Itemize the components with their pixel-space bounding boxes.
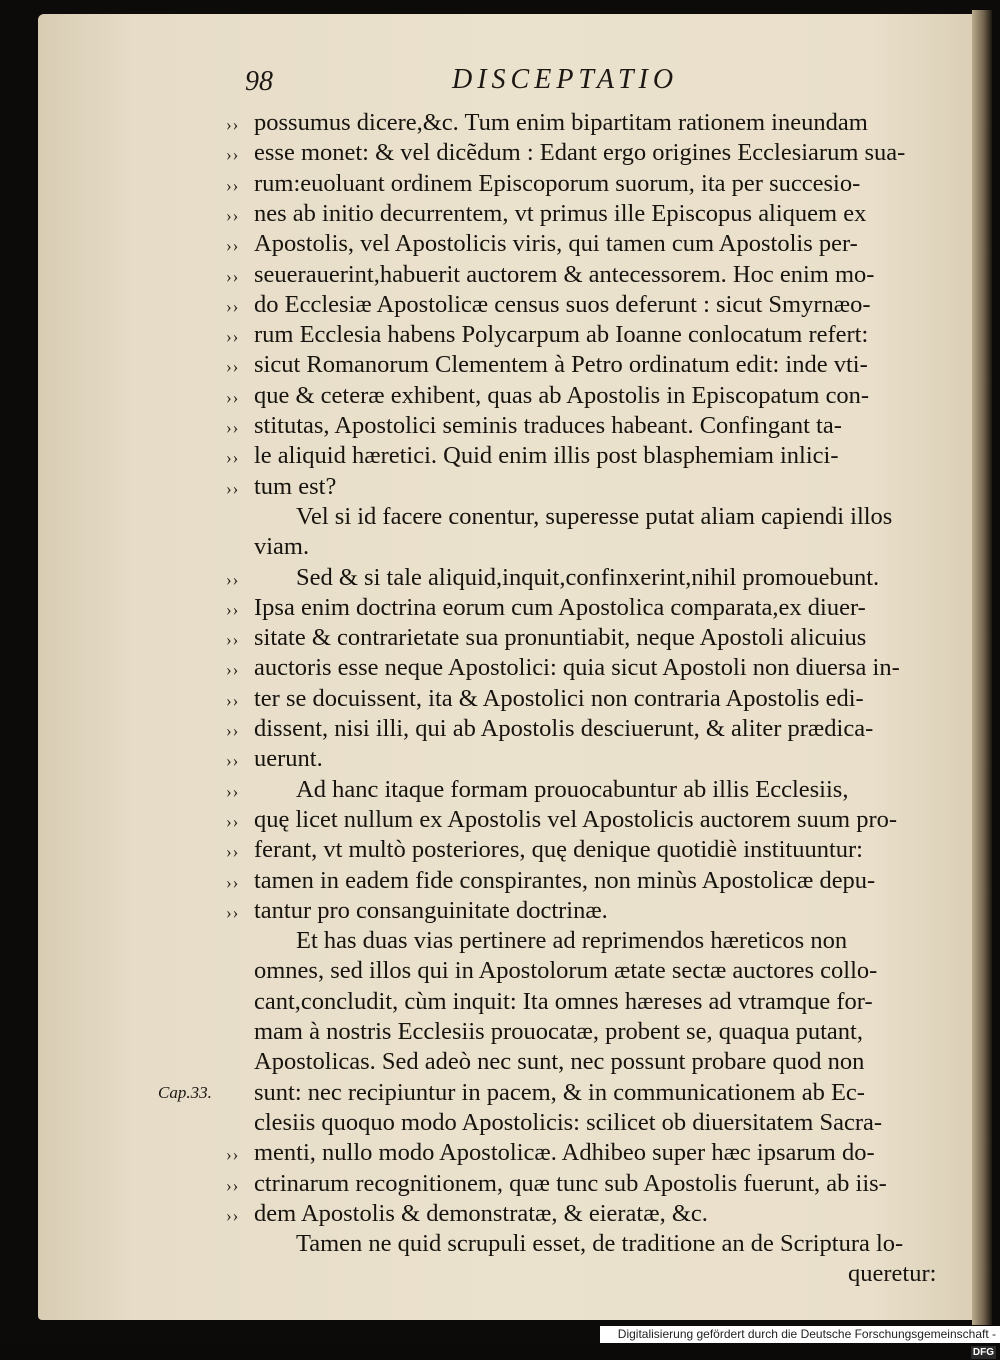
footer-text: Digitalisierung gefördert durch die Deutsche Forschungsgemeinschaft -	[617, 1327, 996, 1341]
line-text: dissent, nisi illi, qui ab Apostolis desciuerunt, & aliter prædica-	[254, 715, 874, 742]
line-text: Apostolicas. Sed adeò nec sunt, nec possunt probare quod non	[254, 1048, 865, 1076]
line-text: Sed & si tale aliquid,inquit,confinxerint,nihil promouebunt.	[296, 563, 880, 591]
marginal-quote-mark: ››	[226, 327, 240, 347]
text-line	[226, 440, 839, 472]
text-line	[226, 289, 871, 321]
marginal-quote-mark: ››	[226, 811, 240, 831]
line-text: que & ceteræ exhibent, quas ab Apostolis in Episcopatum con-	[254, 381, 870, 409]
line-text: quę licet nullum ex Apostolis vel Apostolicis auctorem suum pro-	[254, 805, 898, 833]
text-line	[226, 137, 905, 169]
text-line	[226, 562, 879, 594]
line-text: ferant, vt multò posteriores, quę denique quotidiè instituuntur:	[254, 836, 863, 864]
text-line	[226, 652, 900, 684]
text-line	[254, 501, 892, 533]
line-text: viam.	[254, 533, 310, 561]
text-line	[226, 349, 868, 381]
text-line	[226, 713, 873, 745]
text-line	[226, 471, 336, 503]
running-title: DISCEPTATIO	[452, 64, 679, 95]
text-line	[226, 410, 842, 442]
line-text: queretur:	[848, 1260, 937, 1288]
line-text: rum Ecclesia habens Polycarpum ab Ioanne conlocatum refert:	[254, 321, 869, 349]
line-text: clesiis quoquo modo Apostolicis: scilicet ob diuersitatem Sacra-	[254, 1108, 883, 1136]
text-line	[254, 986, 873, 1018]
marginal-quote-mark: ››	[226, 266, 240, 286]
line-text: Ad hanc itaque formam prouocabuntur ab illis Ecclesiis,	[296, 775, 849, 803]
marginal-quote-mark: ››	[226, 751, 240, 771]
text-line	[226, 683, 864, 715]
text-line	[226, 1198, 708, 1230]
page-edge-shadow	[972, 10, 992, 1325]
marginal-quote-mark: ››	[226, 448, 240, 468]
line-text: Vel si id facere conentur, superesse putat aliam capiendi illos	[296, 502, 893, 530]
text-line	[254, 1046, 864, 1078]
digitization-footer	[600, 1326, 1000, 1358]
text-line	[254, 925, 847, 957]
text-line	[226, 774, 848, 806]
line-text: esse monet: & vel dicẽdum : Edant ergo origines Ecclesiarum sua-	[254, 139, 906, 167]
text-line	[226, 622, 866, 654]
line-text: Et has duas vias pertinere ad reprimendos hæreticos non	[296, 927, 848, 955]
text-line	[848, 1258, 936, 1290]
text-line	[226, 895, 608, 927]
text-line	[226, 259, 874, 291]
line-text: Ipsa enim doctrina eorum cum Apostolica comparata,ex diuer-	[254, 593, 866, 621]
line-text: sunt: nec recipiuntur in pacem, & in communicationem ab Ec-	[254, 1078, 865, 1106]
line-text: possumus dicere,&c. Tum enim bipartitam rationem ineundam	[254, 109, 868, 136]
text-line	[226, 198, 866, 230]
text-line	[254, 1228, 903, 1260]
marginal-quote-mark: ››	[226, 115, 240, 134]
marginal-quote-mark: ››	[226, 357, 240, 377]
marginal-quote-mark: ››	[226, 1145, 240, 1165]
line-text: omnes, sed illos qui in Apostolorum ætate sectæ auctores collo-	[254, 957, 878, 985]
marginal-quote-mark: ››	[226, 418, 240, 437]
text-line	[226, 592, 866, 624]
line-text: stitutas, Apostolici seminis traduces habeant. Confingant ta-	[254, 412, 842, 439]
marginal-quote-mark: ››	[226, 872, 240, 892]
line-text: le aliquid hæretici. Quid enim illis post blasphemiam inlici-	[254, 442, 839, 470]
line-text: rum:euoluant ordinem Episcoporum suorum, ita per succesio-	[254, 169, 861, 197]
marginal-quote-mark: ››	[226, 569, 240, 589]
marginal-quote-mark: ››	[226, 660, 240, 680]
marginal-note: Cap.33.	[158, 1083, 212, 1102]
text-line	[254, 1107, 882, 1139]
marginal-quote-mark: ››	[226, 478, 240, 498]
line-text: mam à nostris Ecclesiis prouocatæ, probent se, quaqua putant,	[254, 1018, 863, 1045]
marginal-quote-mark: ››	[226, 236, 240, 256]
line-text: sitate & contrarietate sua pronuntiabit, neque Apostoli alicuius	[254, 624, 867, 652]
marginal-quote-mark: ››	[226, 1175, 240, 1195]
line-text: ter se docuissent, ita & Apostolici non contraria Apostolis edi-	[254, 684, 864, 712]
marginal-quote-mark: ››	[226, 690, 240, 710]
line-text: cant,concludit, cùm inquit: Ita omnes hæreses ad vtramque for-	[254, 987, 873, 1015]
line-text: seuerauerint,habuerit auctorem & antecessorem. Hoc enim mo-	[254, 260, 875, 288]
text-line	[226, 107, 868, 139]
text-line	[226, 1137, 875, 1169]
line-text: tum est?	[254, 472, 337, 500]
marginal-quote-mark: ››	[226, 781, 240, 801]
text-line	[226, 865, 875, 897]
page-number: 98	[245, 66, 273, 97]
marginal-quote-mark: ››	[226, 902, 240, 922]
line-text: dem Apostolis & demonstratæ, & eieratæ, &c.	[254, 1199, 708, 1227]
text-line	[254, 1077, 865, 1109]
text-line	[226, 380, 869, 412]
line-text: sicut Romanorum Clementem à Petro ordinatum edit: inde vti-	[254, 351, 868, 379]
text-line	[226, 228, 858, 260]
marginal-quote-mark: ››	[226, 842, 240, 862]
line-text: nes ab initio decurrentem, vt primus ille Episcopus aliquem ex	[254, 199, 867, 227]
text-line	[254, 1016, 863, 1048]
text-line	[226, 319, 868, 351]
text-line	[226, 743, 323, 775]
text-line	[226, 1168, 887, 1200]
marginal-quote-mark: ››	[226, 387, 240, 407]
line-text: do Ecclesiæ Apostolicæ census suos deferunt : sicut Smyrnæo-	[254, 290, 871, 318]
text-line	[226, 834, 863, 866]
line-text: Tamen ne quid scrupuli esset, de traditione an de Scriptura lo-	[296, 1230, 904, 1258]
line-text: uerunt.	[254, 745, 323, 773]
marginal-quote-mark: ››	[226, 630, 240, 650]
marginal-quote-mark: ››	[226, 721, 240, 740]
text-line	[254, 531, 309, 563]
marginal-quote-mark: ››	[226, 1205, 240, 1225]
marginal-quote-mark: ››	[226, 175, 240, 195]
line-text: tamen in eadem fide conspirantes, non minùs Apostolicæ depu-	[254, 866, 876, 894]
text-line	[226, 804, 897, 836]
line-text: ctrinarum recognitionem, quæ tunc sub Apostolis fuerunt, ab iis-	[254, 1169, 887, 1197]
text-line	[254, 955, 877, 987]
line-text: auctoris esse neque Apostolici: quia sicut Apostoli non diuersa in-	[254, 654, 900, 682]
line-text: tantur pro consanguinitate doctrinæ.	[254, 896, 608, 924]
marginal-quote-mark: ››	[226, 205, 240, 225]
marginal-quote-mark: ››	[226, 599, 240, 619]
line-text: menti, nullo modo Apostolicæ. Adhibeo super hæc ipsarum do-	[254, 1139, 875, 1167]
line-text: Apostolis, vel Apostolicis viris, qui tamen cum Apostolis per-	[254, 230, 858, 258]
text-line	[226, 168, 860, 200]
marginal-quote-mark: ››	[226, 296, 240, 316]
marginal-quote-mark: ››	[226, 145, 240, 165]
dfg-logo: DFG	[972, 1347, 994, 1358]
